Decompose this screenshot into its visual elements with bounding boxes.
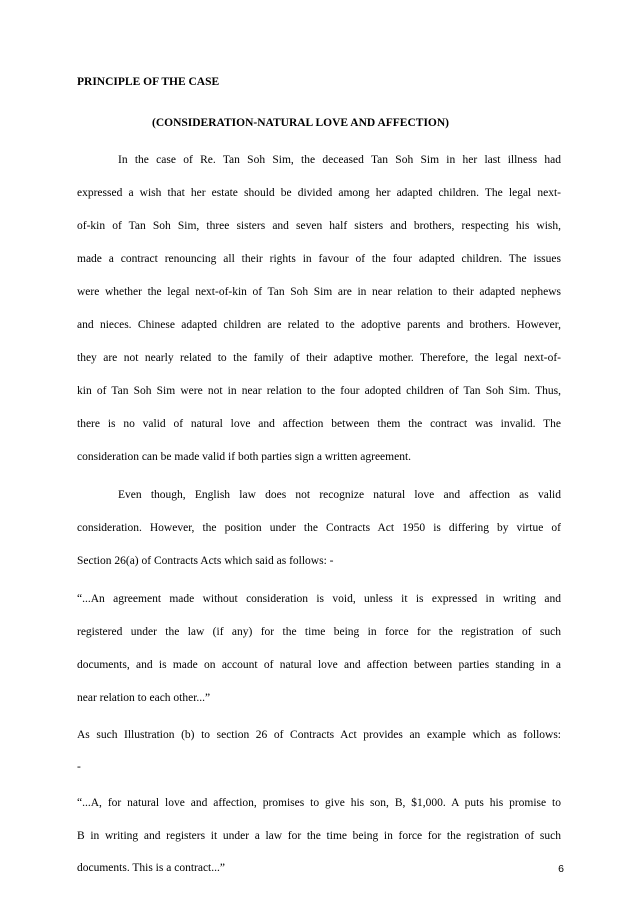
quote-line: documents. This is a contract...” [77, 862, 225, 874]
quote-line: registered under the law (if any) for the time being in force for the registration of such [77, 626, 561, 638]
paragraph-line: of-kin of Tan Soh Sim, three sisters and seven half sisters and brothers, respecting his wish, [77, 220, 561, 232]
quote-line: “...A, for natural love and affection, promises to give his son, B, $1,000. A puts his promise to [77, 797, 561, 809]
paragraph-line: consideration. However, the position under the Contracts Act 1950 is differing by virtue of [77, 522, 561, 534]
quote-line: B in writing and registers it under a law for the time being in force for the registration of such [77, 830, 561, 842]
paragraph-line: there is no valid of natural love and affection between them the contract was invalid. The [77, 418, 561, 430]
paragraph-line: kin of Tan Soh Sim were not in near relation to the four adopted children of Tan Soh Sim. Thus, [77, 385, 561, 397]
paragraph-line: made a contract renouncing all their rights in favour of the four adapted children. The issues [77, 253, 561, 265]
quote-line: near relation to each other...” [77, 692, 211, 704]
paragraph-line: - [77, 761, 81, 773]
paragraph-line: expressed a wish that her estate should be divided among her adapted children. The legal next- [77, 187, 561, 199]
paragraph-line: As such Illustration (b) to section 26 of Contracts Act provides an example which as follows: [77, 729, 561, 741]
paragraph-line: Section 26(a) of Contracts Acts which said as follows: - [77, 555, 334, 567]
paragraph-line: and nieces. Chinese adapted children are related to the adoptive parents and brothers. However, [77, 319, 561, 331]
section-heading: PRINCIPLE OF THE CASE [77, 76, 220, 88]
quote-line: documents, and is made on account of natural love and affection between parties standing in a [77, 659, 561, 671]
paragraph-line: In the case of Re. Tan Soh Sim, the deceased Tan Soh Sim in her last illness had [118, 154, 561, 166]
paragraph-line: Even though, English law does not recognize natural love and affection as valid [118, 489, 561, 501]
quote-line: “...An agreement made without consideration is void, unless it is expressed in writing and [77, 593, 561, 605]
paragraph-line: consideration can be made valid if both parties sign a written agreement. [77, 451, 412, 463]
page-number: 6 [558, 863, 564, 875]
section-subheading: (CONSIDERATION-NATURAL LOVE AND AFFECTION) [152, 117, 450, 129]
paragraph-line: they are not nearly related to the family of their adaptive mother. Therefore, the legal next-of- [77, 352, 561, 364]
paragraph-line: were whether the legal next-of-kin of Tan Soh Sim are in near relation to their adapted nephews [77, 286, 561, 298]
